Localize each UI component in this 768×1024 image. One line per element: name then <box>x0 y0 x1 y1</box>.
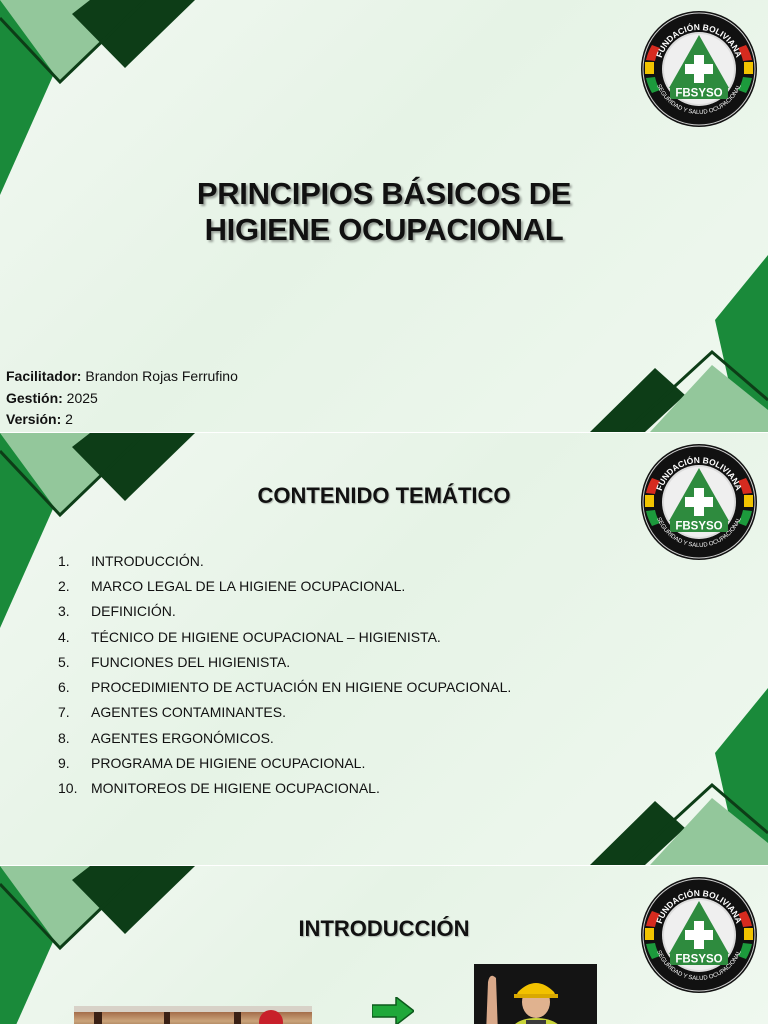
item-text: PROCEDIMIENTO DE ACTUACIÓN EN HIGIENE OCUPACIONAL. <box>91 679 512 696</box>
item-number: 3. <box>58 603 70 620</box>
facilitator-label: Facilitador: <box>6 368 82 384</box>
workplace-photo <box>74 1006 312 1024</box>
title-line-1: PRINCIPIOS BÁSICOS DE <box>196 176 572 211</box>
item-number: 7. <box>58 704 70 721</box>
logo-bottom-text: SEGURIDAD Y SALUD OCUPACIONAL <box>655 516 743 550</box>
right-arrow-icon <box>372 997 414 1024</box>
list-item <box>58 649 511 674</box>
gestion-value: 2025 <box>66 389 98 406</box>
table-of-contents <box>58 548 511 801</box>
item-number: 6. <box>58 679 70 696</box>
item-text: AGENTES ERGONÓMICOS. <box>91 729 274 746</box>
logo-bottom-text: SEGURIDAD Y SALUD OCUPACIONAL <box>655 83 743 117</box>
item-number: 1. <box>58 552 70 569</box>
list-item <box>58 548 511 573</box>
logo-top-text: FUNDACIÓN BOLIVIANA <box>653 887 745 925</box>
logo-center-text: FBSYSO <box>675 87 723 100</box>
presentation-meta <box>6 366 238 431</box>
item-text: MONITOREOS DE HIGIENE OCUPACIONAL. <box>91 780 380 797</box>
slide-introduction <box>0 866 768 1024</box>
item-number: 4. <box>58 628 70 645</box>
page-title <box>0 176 768 248</box>
item-number: 2. <box>58 577 70 594</box>
list-item <box>58 725 511 750</box>
item-text: AGENTES CONTAMINANTES. <box>91 704 286 721</box>
list-item <box>58 750 511 775</box>
introduction-title: INTRODUCCIÓN <box>298 916 470 941</box>
logo-center-text: FBSYSO <box>675 953 723 966</box>
fbsyso-logo <box>640 10 758 128</box>
item-text: MARCO LEGAL DE LA HIGIENE OCUPACIONAL. <box>91 577 406 594</box>
list-item <box>58 624 511 649</box>
logo-top-text: FUNDACIÓN BOLIVIANA <box>653 21 745 59</box>
list-item <box>58 700 511 725</box>
item-number: 9. <box>58 755 70 772</box>
item-number: 10. <box>58 780 78 797</box>
title-line-2: HIGIENE OCUPACIONAL <box>204 212 564 247</box>
gestion-label: Gestión: <box>6 389 63 406</box>
logo-bottom-text: SEGURIDAD Y SALUD OCUPACIONAL <box>655 949 743 983</box>
item-text: TÉCNICO DE HIGIENE OCUPACIONAL – HIGIENISTA. <box>91 628 441 645</box>
worker-photo <box>474 964 597 1024</box>
item-text: DEFINICIÓN. <box>91 603 176 620</box>
version-value: 2 <box>65 411 73 427</box>
logo-top-text: FUNDACIÓN BOLIVIANA <box>653 454 745 492</box>
list-item <box>58 599 511 624</box>
facilitator-value: Brandon Rojas Ferrufino <box>85 368 238 384</box>
item-text: FUNCIONES DEL HIGIENISTA. <box>91 653 291 670</box>
version-label: Versión: <box>6 411 62 427</box>
item-number: 5. <box>58 653 70 670</box>
contents-title: CONTENIDO TEMÁTICO <box>257 483 511 508</box>
slide-cover <box>0 0 768 432</box>
list-item <box>58 573 511 598</box>
item-text: PROGRAMA DE HIGIENE OCUPACIONAL. <box>91 755 366 772</box>
item-text: INTRODUCCIÓN. <box>91 552 204 569</box>
list-item <box>58 674 511 699</box>
list-item <box>58 776 511 801</box>
logo-center-text: FBSYSO <box>675 520 723 533</box>
item-number: 8. <box>58 729 70 746</box>
slide-contents <box>0 433 768 865</box>
